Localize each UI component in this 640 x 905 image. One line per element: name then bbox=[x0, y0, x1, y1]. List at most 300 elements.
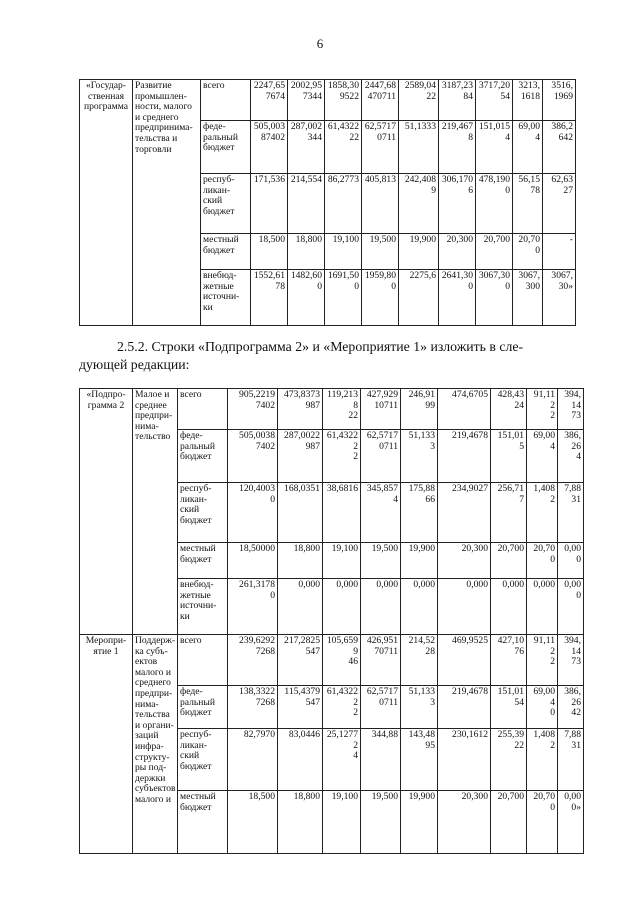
value-cell bbox=[251, 234, 288, 270]
value-cell bbox=[527, 729, 558, 791]
value-line: 51,133 bbox=[408, 430, 435, 441]
funding-source-line: ликан- bbox=[203, 184, 231, 196]
value-cell bbox=[558, 483, 584, 543]
value-line: 300 bbox=[525, 280, 540, 292]
value-line: 99 bbox=[425, 399, 435, 411]
value-line: 0 bbox=[317, 280, 322, 292]
value-line: 0,000 bbox=[298, 579, 320, 590]
value-line: 2 bbox=[353, 707, 358, 719]
value-cell bbox=[527, 686, 558, 729]
value-line: 61,4322 bbox=[327, 121, 359, 132]
value-line: 0 bbox=[535, 244, 540, 256]
value-line: 7,8831 bbox=[564, 729, 581, 751]
value-cell bbox=[323, 483, 361, 543]
value-line: 105,6599 bbox=[326, 635, 358, 657]
value-line: 0 bbox=[354, 280, 359, 292]
value-line: 3067, bbox=[518, 270, 540, 281]
value-line: 54 bbox=[500, 90, 510, 102]
value-line: 69,00 bbox=[518, 121, 540, 132]
value-line: 1552,61 bbox=[253, 270, 285, 281]
value-cell bbox=[527, 635, 558, 686]
funding-source-line: бюджет bbox=[203, 205, 235, 217]
value-cell bbox=[438, 430, 491, 483]
table-row bbox=[80, 80, 576, 121]
value-cell bbox=[361, 579, 401, 635]
value-line: 214,554 bbox=[290, 174, 322, 185]
value-cell bbox=[558, 729, 584, 791]
value-cell bbox=[401, 483, 438, 543]
funding-source-cell bbox=[178, 483, 228, 543]
value-line: 19,100 bbox=[332, 234, 359, 245]
value-line: 115,4379 bbox=[284, 686, 320, 697]
program-title-line: ка субъ- bbox=[135, 645, 168, 657]
table-row bbox=[80, 635, 584, 686]
program-title-line: среднего bbox=[135, 677, 171, 689]
value-line: 234,9027 bbox=[452, 483, 488, 494]
value-cell bbox=[361, 791, 401, 854]
value-cell bbox=[439, 234, 476, 270]
value-cell bbox=[323, 389, 361, 430]
value-line: 20,700 bbox=[533, 791, 555, 813]
value-cell bbox=[476, 121, 513, 174]
value-cell bbox=[527, 483, 558, 543]
value-cell bbox=[543, 270, 576, 326]
value-cell bbox=[401, 430, 438, 483]
value-line: 345,857 bbox=[366, 483, 398, 494]
value-line: 82,7970 bbox=[243, 729, 275, 740]
value-line: 51,133 bbox=[408, 686, 435, 697]
value-cell bbox=[288, 121, 325, 174]
value-cell bbox=[278, 579, 323, 635]
value-line: 505,0038 bbox=[239, 430, 275, 441]
value-cell bbox=[399, 80, 439, 121]
value-line: 22 bbox=[349, 131, 359, 143]
program-title-line: Развитие bbox=[135, 80, 172, 91]
value-line: 69,004 bbox=[533, 430, 555, 452]
funding-source-cell bbox=[178, 543, 228, 579]
value-line: 86,2773 bbox=[327, 174, 359, 185]
program-title-line: и органи- bbox=[135, 719, 174, 731]
funding-source-line: внебюд- bbox=[203, 270, 237, 281]
value-cell bbox=[558, 543, 584, 579]
program-title-line: Поддерж- bbox=[135, 635, 176, 646]
value-line: 62,5717 bbox=[364, 121, 396, 132]
program-title-line: субъектов bbox=[135, 783, 176, 795]
value-line: 143,48 bbox=[408, 729, 435, 740]
value-cell bbox=[399, 121, 439, 174]
funding-source-line: феде- bbox=[180, 686, 203, 697]
value-line: 91,112 bbox=[533, 389, 555, 411]
value-cell bbox=[513, 234, 543, 270]
value-cell bbox=[325, 80, 362, 121]
value-line: 0,000 bbox=[336, 579, 358, 590]
program-name-line: ятие 1 bbox=[93, 645, 119, 657]
value-cell bbox=[288, 270, 325, 326]
value-cell bbox=[325, 270, 362, 326]
value-line: 24 bbox=[514, 399, 524, 411]
funding-source-line: ликан- bbox=[180, 739, 208, 751]
value-cell bbox=[527, 791, 558, 854]
value-line: 987 bbox=[305, 440, 320, 452]
value-line: 7674 bbox=[265, 90, 285, 102]
program-title-cell bbox=[133, 389, 178, 635]
value-line: 217,2825 bbox=[284, 635, 320, 646]
value-cell bbox=[278, 430, 323, 483]
value-cell bbox=[543, 80, 576, 121]
value-line: 2 bbox=[550, 410, 555, 422]
value-line: 56,15 bbox=[518, 174, 540, 185]
value-line: 19,900 bbox=[409, 234, 436, 245]
value-line: 20,70 bbox=[518, 234, 540, 245]
value-line: 73 bbox=[571, 656, 581, 668]
value-cell bbox=[438, 543, 491, 579]
value-cell bbox=[491, 686, 527, 729]
value-cell bbox=[491, 791, 527, 854]
value-cell bbox=[401, 389, 438, 430]
value-line: 0711 bbox=[377, 131, 396, 143]
value-cell bbox=[362, 80, 399, 121]
paragraph-line-2: дующей редакции: bbox=[79, 357, 190, 372]
value-cell bbox=[228, 389, 278, 430]
funding-source-line: ки bbox=[203, 301, 213, 313]
value-line: 66 bbox=[425, 493, 435, 505]
value-line: 18,500 bbox=[248, 791, 275, 802]
funding-source-line: ральный bbox=[180, 696, 216, 708]
subprogram-table bbox=[79, 388, 584, 854]
value-line: 168,0351 bbox=[284, 483, 320, 494]
value-line: 87402 bbox=[261, 131, 285, 143]
value-cell bbox=[278, 791, 323, 854]
value-line: 426,951 bbox=[366, 635, 398, 646]
funding-source-cell bbox=[201, 270, 251, 326]
value-cell bbox=[361, 430, 401, 483]
value-cell bbox=[438, 686, 491, 729]
value-line: 46 bbox=[348, 656, 358, 668]
value-line: 18,50000 bbox=[239, 543, 275, 554]
value-line: 239,6292 bbox=[239, 635, 275, 646]
value-line: 22 bbox=[348, 410, 358, 422]
value-cell bbox=[558, 686, 584, 729]
value-cell bbox=[527, 543, 558, 579]
value-cell bbox=[251, 80, 288, 121]
funding-source-line: феде- bbox=[180, 430, 203, 441]
value-line: 1618 bbox=[520, 90, 540, 102]
funding-source-line: бюджет bbox=[180, 801, 212, 813]
value-line: 61,43222 bbox=[326, 430, 358, 452]
funding-source-line: респуб- bbox=[180, 483, 212, 494]
value-line: 84 bbox=[463, 90, 473, 102]
value-line: 69,004 bbox=[533, 686, 555, 708]
page-number: 6 bbox=[316, 36, 324, 51]
value-line: 478,190 bbox=[478, 174, 510, 185]
funding-source-line: источни- bbox=[203, 291, 240, 303]
value-line: 120,4003 bbox=[239, 483, 275, 494]
value-line: 427,929 bbox=[366, 389, 398, 400]
value-line: 1959,80 bbox=[364, 270, 396, 281]
value-line: 287,002 bbox=[290, 121, 322, 132]
value-line: 246,91 bbox=[408, 389, 435, 400]
value-line: 0 bbox=[270, 493, 275, 505]
value-line: 0,000 bbox=[466, 579, 488, 590]
value-line: 20,700 bbox=[497, 791, 524, 802]
program-title-line: заций bbox=[135, 730, 159, 742]
funding-source-line: бюджет bbox=[180, 707, 212, 719]
value-line: 905,2219 bbox=[239, 389, 275, 400]
value-line: 3213, bbox=[518, 80, 540, 91]
program-title-line: малого и bbox=[135, 793, 171, 805]
value-line: 95 bbox=[425, 739, 435, 751]
program-title-line: тельства bbox=[135, 709, 170, 721]
value-line: 19,900 bbox=[408, 791, 435, 802]
value-cell bbox=[401, 729, 438, 791]
value-cell bbox=[491, 389, 527, 430]
funding-source-cell bbox=[178, 729, 228, 791]
value-line: 3717,20 bbox=[478, 80, 510, 91]
value-line: 547 bbox=[305, 696, 320, 708]
value-line: 22 bbox=[426, 90, 436, 102]
funding-source-line: ликан- bbox=[180, 493, 208, 505]
value-cell bbox=[278, 729, 323, 791]
value-cell bbox=[439, 174, 476, 234]
value-line: 470711 bbox=[367, 90, 396, 102]
value-cell bbox=[476, 270, 513, 326]
value-cell bbox=[278, 635, 323, 686]
value-cell bbox=[228, 791, 278, 854]
value-cell bbox=[323, 729, 361, 791]
value-line: 547 bbox=[305, 645, 320, 657]
value-line: 394,14 bbox=[564, 635, 581, 657]
value-line: 51,1333 bbox=[404, 121, 436, 132]
value-cell bbox=[439, 121, 476, 174]
value-line: 7,8831 bbox=[564, 483, 581, 505]
value-line: 1,4082 bbox=[533, 483, 555, 505]
value-line: 474,6705 bbox=[452, 389, 488, 400]
value-line: 61,43222 bbox=[326, 686, 358, 708]
value-line: 54 bbox=[514, 696, 524, 708]
value-line: 151,01 bbox=[497, 430, 524, 441]
value-line: 1,4082 bbox=[533, 729, 555, 751]
value-cell bbox=[491, 543, 527, 579]
value-line: 3 bbox=[430, 696, 435, 708]
funding-source-line: бюджет bbox=[203, 142, 235, 154]
value-line: 151,01 bbox=[497, 686, 524, 697]
value-line: 428,43 bbox=[497, 389, 524, 400]
funding-source-line: бюджет bbox=[180, 514, 212, 526]
value-line: 18,800 bbox=[293, 791, 320, 802]
value-cell bbox=[323, 543, 361, 579]
value-cell bbox=[362, 174, 399, 234]
program-name-line: «Подпро- bbox=[86, 389, 126, 400]
value-cell bbox=[288, 80, 325, 121]
value-line: 427,10 bbox=[497, 635, 524, 646]
value-cell bbox=[228, 635, 278, 686]
funding-source-line: ки bbox=[180, 610, 190, 622]
funding-source-line: бюджет bbox=[180, 553, 212, 565]
value-line: 62,5717 bbox=[366, 430, 398, 441]
value-cell bbox=[491, 579, 527, 635]
value-cell bbox=[361, 483, 401, 543]
value-line: 386,26 bbox=[564, 430, 581, 452]
funding-source-line: ский bbox=[203, 195, 223, 207]
funding-source-line: жетные bbox=[203, 280, 234, 292]
value-cell bbox=[399, 234, 439, 270]
program-name-line: «Государ- bbox=[86, 80, 126, 91]
value-line: 20,700 bbox=[483, 234, 510, 245]
value-cell bbox=[362, 121, 399, 174]
value-cell bbox=[362, 270, 399, 326]
value-cell bbox=[228, 430, 278, 483]
program-title-line: промышлен- bbox=[135, 90, 187, 102]
value-line: 219,4678 bbox=[452, 686, 488, 697]
value-line: 2 bbox=[550, 656, 555, 668]
value-line: 76 bbox=[514, 645, 524, 657]
funding-source-line: источни- bbox=[180, 600, 217, 612]
value-cell bbox=[513, 174, 543, 234]
value-cell bbox=[325, 174, 362, 234]
value-line: 9 bbox=[431, 184, 436, 196]
value-line: 171,536 bbox=[253, 174, 285, 185]
value-cell bbox=[401, 686, 438, 729]
value-line: 25,12772 bbox=[326, 729, 358, 751]
funding-source-cell bbox=[178, 686, 228, 729]
value-line: 4 bbox=[576, 451, 581, 463]
program-title-line: предпринима- bbox=[135, 122, 193, 134]
funding-source-line: бюджет bbox=[180, 451, 212, 463]
value-cell bbox=[439, 80, 476, 121]
funding-source-line: местный bbox=[180, 791, 216, 802]
value-line: 78 bbox=[530, 184, 540, 196]
funding-source-line: ский bbox=[180, 504, 200, 516]
value-cell bbox=[558, 791, 584, 854]
value-line: 8 bbox=[468, 131, 473, 143]
program-title-line: и среднего bbox=[135, 111, 179, 123]
program-title-line: структу- bbox=[135, 751, 170, 763]
value-line: 19,500 bbox=[369, 234, 396, 245]
value-line: 242,408 bbox=[404, 174, 436, 185]
value-line: 18,800 bbox=[293, 543, 320, 554]
value-line: 20,300 bbox=[446, 234, 473, 245]
program-title-line: ектов bbox=[135, 656, 158, 668]
value-cell bbox=[288, 174, 325, 234]
value-line: 2641,30 bbox=[441, 270, 473, 281]
value-cell bbox=[278, 389, 323, 430]
value-line: 344,88 bbox=[371, 729, 398, 740]
value-line: 62,63 bbox=[551, 174, 573, 185]
value-line: 20,300 bbox=[461, 543, 488, 554]
funding-source-line: респуб- bbox=[203, 174, 235, 185]
funding-source-cell bbox=[178, 635, 228, 686]
value-line: 4 bbox=[505, 131, 510, 143]
value-line: 22 bbox=[514, 739, 524, 751]
value-line: 3067,30 bbox=[478, 270, 510, 281]
value-cell bbox=[399, 174, 439, 234]
value-cell bbox=[362, 234, 399, 270]
program-name-line: ственная bbox=[87, 90, 125, 102]
value-line: 2 bbox=[353, 451, 358, 463]
value-cell bbox=[325, 121, 362, 174]
value-cell bbox=[401, 579, 438, 635]
table-row bbox=[80, 389, 584, 430]
funding-source-line: внебюд- bbox=[180, 579, 214, 590]
value-cell bbox=[401, 543, 438, 579]
value-cell bbox=[323, 635, 361, 686]
value-line: 38,6816 bbox=[326, 483, 358, 494]
value-line: 0 bbox=[391, 280, 396, 292]
value-line: 2247,65 bbox=[253, 80, 285, 91]
value-line: 469,9525 bbox=[452, 635, 488, 646]
value-line: 30» bbox=[558, 280, 573, 292]
value-line: 5 bbox=[519, 440, 524, 452]
value-cell bbox=[558, 430, 584, 483]
funding-source-cell bbox=[178, 791, 228, 854]
program-name-line: Меропри- bbox=[85, 635, 127, 646]
value-line: 2589,04 bbox=[404, 80, 436, 91]
value-line: 0,000 bbox=[502, 579, 524, 590]
value-cell bbox=[543, 174, 576, 234]
value-cell bbox=[476, 234, 513, 270]
funding-source-line: местный bbox=[180, 543, 216, 554]
funding-source-cell bbox=[201, 121, 251, 174]
program-title-line: нима- bbox=[135, 420, 159, 432]
funding-source-line: бюджет bbox=[180, 760, 212, 772]
value-cell bbox=[491, 729, 527, 791]
value-line: 219,467 bbox=[441, 121, 473, 132]
value-cell bbox=[323, 791, 361, 854]
value-line: 7268 bbox=[255, 696, 275, 708]
value-cell bbox=[401, 791, 438, 854]
value-cell bbox=[438, 635, 491, 686]
value-line: 2002,95 bbox=[290, 80, 322, 91]
value-cell bbox=[401, 635, 438, 686]
paragraph-line-1: 2.5.2. Строки «Подпрограмма 2» и «Мероприятие 1» изложить в сле- bbox=[117, 339, 524, 354]
value-line: 987 bbox=[305, 399, 320, 411]
value-line: 4 bbox=[393, 493, 398, 505]
program-title-cell bbox=[133, 635, 178, 854]
funding-source-line: феде- bbox=[203, 121, 226, 132]
value-line: 0 bbox=[505, 184, 510, 196]
value-line: 18,500 bbox=[258, 234, 285, 245]
value-cell bbox=[361, 543, 401, 579]
value-line: 214,52 bbox=[408, 635, 435, 646]
funding-source-line: бюджет bbox=[203, 244, 235, 256]
value-line: 78 bbox=[275, 280, 285, 292]
value-line: 2447,68 bbox=[364, 80, 396, 91]
value-cell bbox=[228, 729, 278, 791]
program-title-line: ности, малого bbox=[135, 101, 192, 113]
value-line: 0,000 bbox=[564, 543, 581, 565]
value-cell bbox=[228, 686, 278, 729]
value-line: 642 bbox=[558, 131, 573, 143]
value-line: 20,700 bbox=[497, 543, 524, 554]
value-line: 7 bbox=[519, 493, 524, 505]
program-title-line: ры под- bbox=[135, 762, 167, 774]
value-line: 7344 bbox=[302, 90, 322, 102]
value-cell bbox=[278, 483, 323, 543]
value-cell bbox=[251, 270, 288, 326]
program-title-line: среднее bbox=[135, 399, 167, 411]
funding-source-line: всего bbox=[203, 80, 225, 91]
value-line: 3 bbox=[430, 440, 435, 452]
funding-source-cell bbox=[178, 389, 228, 430]
value-line: 3187,23 bbox=[441, 80, 473, 91]
funding-source-line: жетные bbox=[180, 589, 211, 601]
program-name-line: программа bbox=[83, 101, 129, 113]
value-cell bbox=[527, 579, 558, 635]
value-cell bbox=[439, 270, 476, 326]
funding-source-cell bbox=[201, 234, 251, 270]
value-line: 306,170 bbox=[441, 174, 473, 185]
value-line: 7268 bbox=[255, 645, 275, 657]
